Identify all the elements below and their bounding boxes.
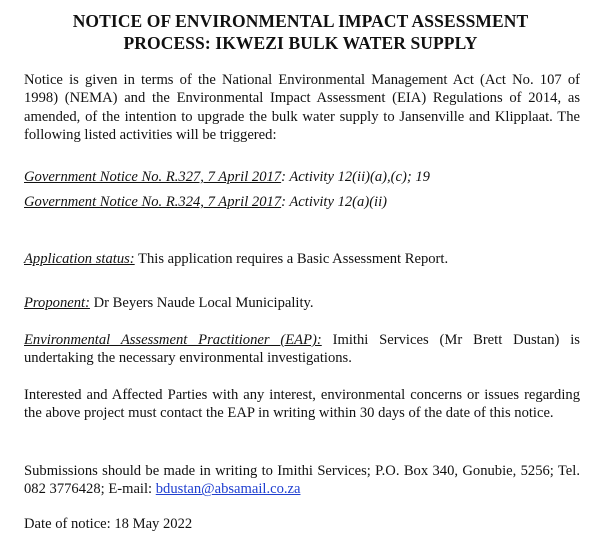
submissions-text: Submissions should be made in writing to Imithi Services; P.O. Box 340, Gonubie, 5256; Tel. 082 3776428; E-mail: — [24, 463, 580, 498]
proponent-text: Dr Beyers Naude Local Municipality. — [89, 295, 314, 311]
eap-email-link[interactable]: bdustan@absamail.co.za — [155, 481, 301, 498]
submissions-paragraph — [24, 462, 580, 499]
proponent — [24, 294, 314, 312]
application-status — [24, 250, 448, 268]
government-notice-r324-activity: : Activity 12(a)(ii) — [281, 194, 388, 210]
eap-text: Imithi Services (Mr Brett Dustan) is undertaking the necessary environmental investigations. — [24, 332, 580, 367]
notice-title-line-1: NOTICE OF ENVIRONMENTAL IMPACT ASSESSMENT — [72, 11, 529, 31]
government-notice-r324-ref: Government Notice No. R.324, 7 April 2017 — [24, 194, 282, 210]
government-notice-r327-activity: : Activity 12(ii)(a),(c); 19 — [281, 169, 430, 185]
government-notice-r327 — [24, 168, 430, 186]
proponent-label: Proponent: — [24, 295, 90, 311]
application-status-text: This application requires a Basic Assessment Report. — [134, 251, 449, 267]
government-notice-r327-ref: Government Notice No. R.327, 7 April 2017 — [24, 169, 282, 185]
eap-label: Environmental Assessment Practitioner (EAP): — [24, 332, 322, 348]
notice-title-line-2: PROCESS: IKWEZI BULK WATER SUPPLY — [123, 33, 478, 53]
interested-parties-paragraph: Interested and Affected Parties with any interest, environmental concerns or issues regarding the above project must contact the EAP in writing within 30 days of the date of this notice. — [24, 387, 580, 422]
application-status-label: Application status: — [24, 251, 135, 267]
date-of-notice: Date of notice: 18 May 2022 — [24, 516, 193, 532]
government-notice-r324 — [24, 193, 387, 211]
eap-paragraph — [24, 331, 580, 368]
intro-paragraph: Notice is given in terms of the National Environmental Management Act (Act No. 107 of 1998) (NEMA) and the Environmental Impact Assessment (EIA) Regulations of 2014, as amended, of the intention to upgrade the bulk water supply to Jansenville and Klipplaat. The following listed activities will be triggered: — [24, 72, 580, 144]
